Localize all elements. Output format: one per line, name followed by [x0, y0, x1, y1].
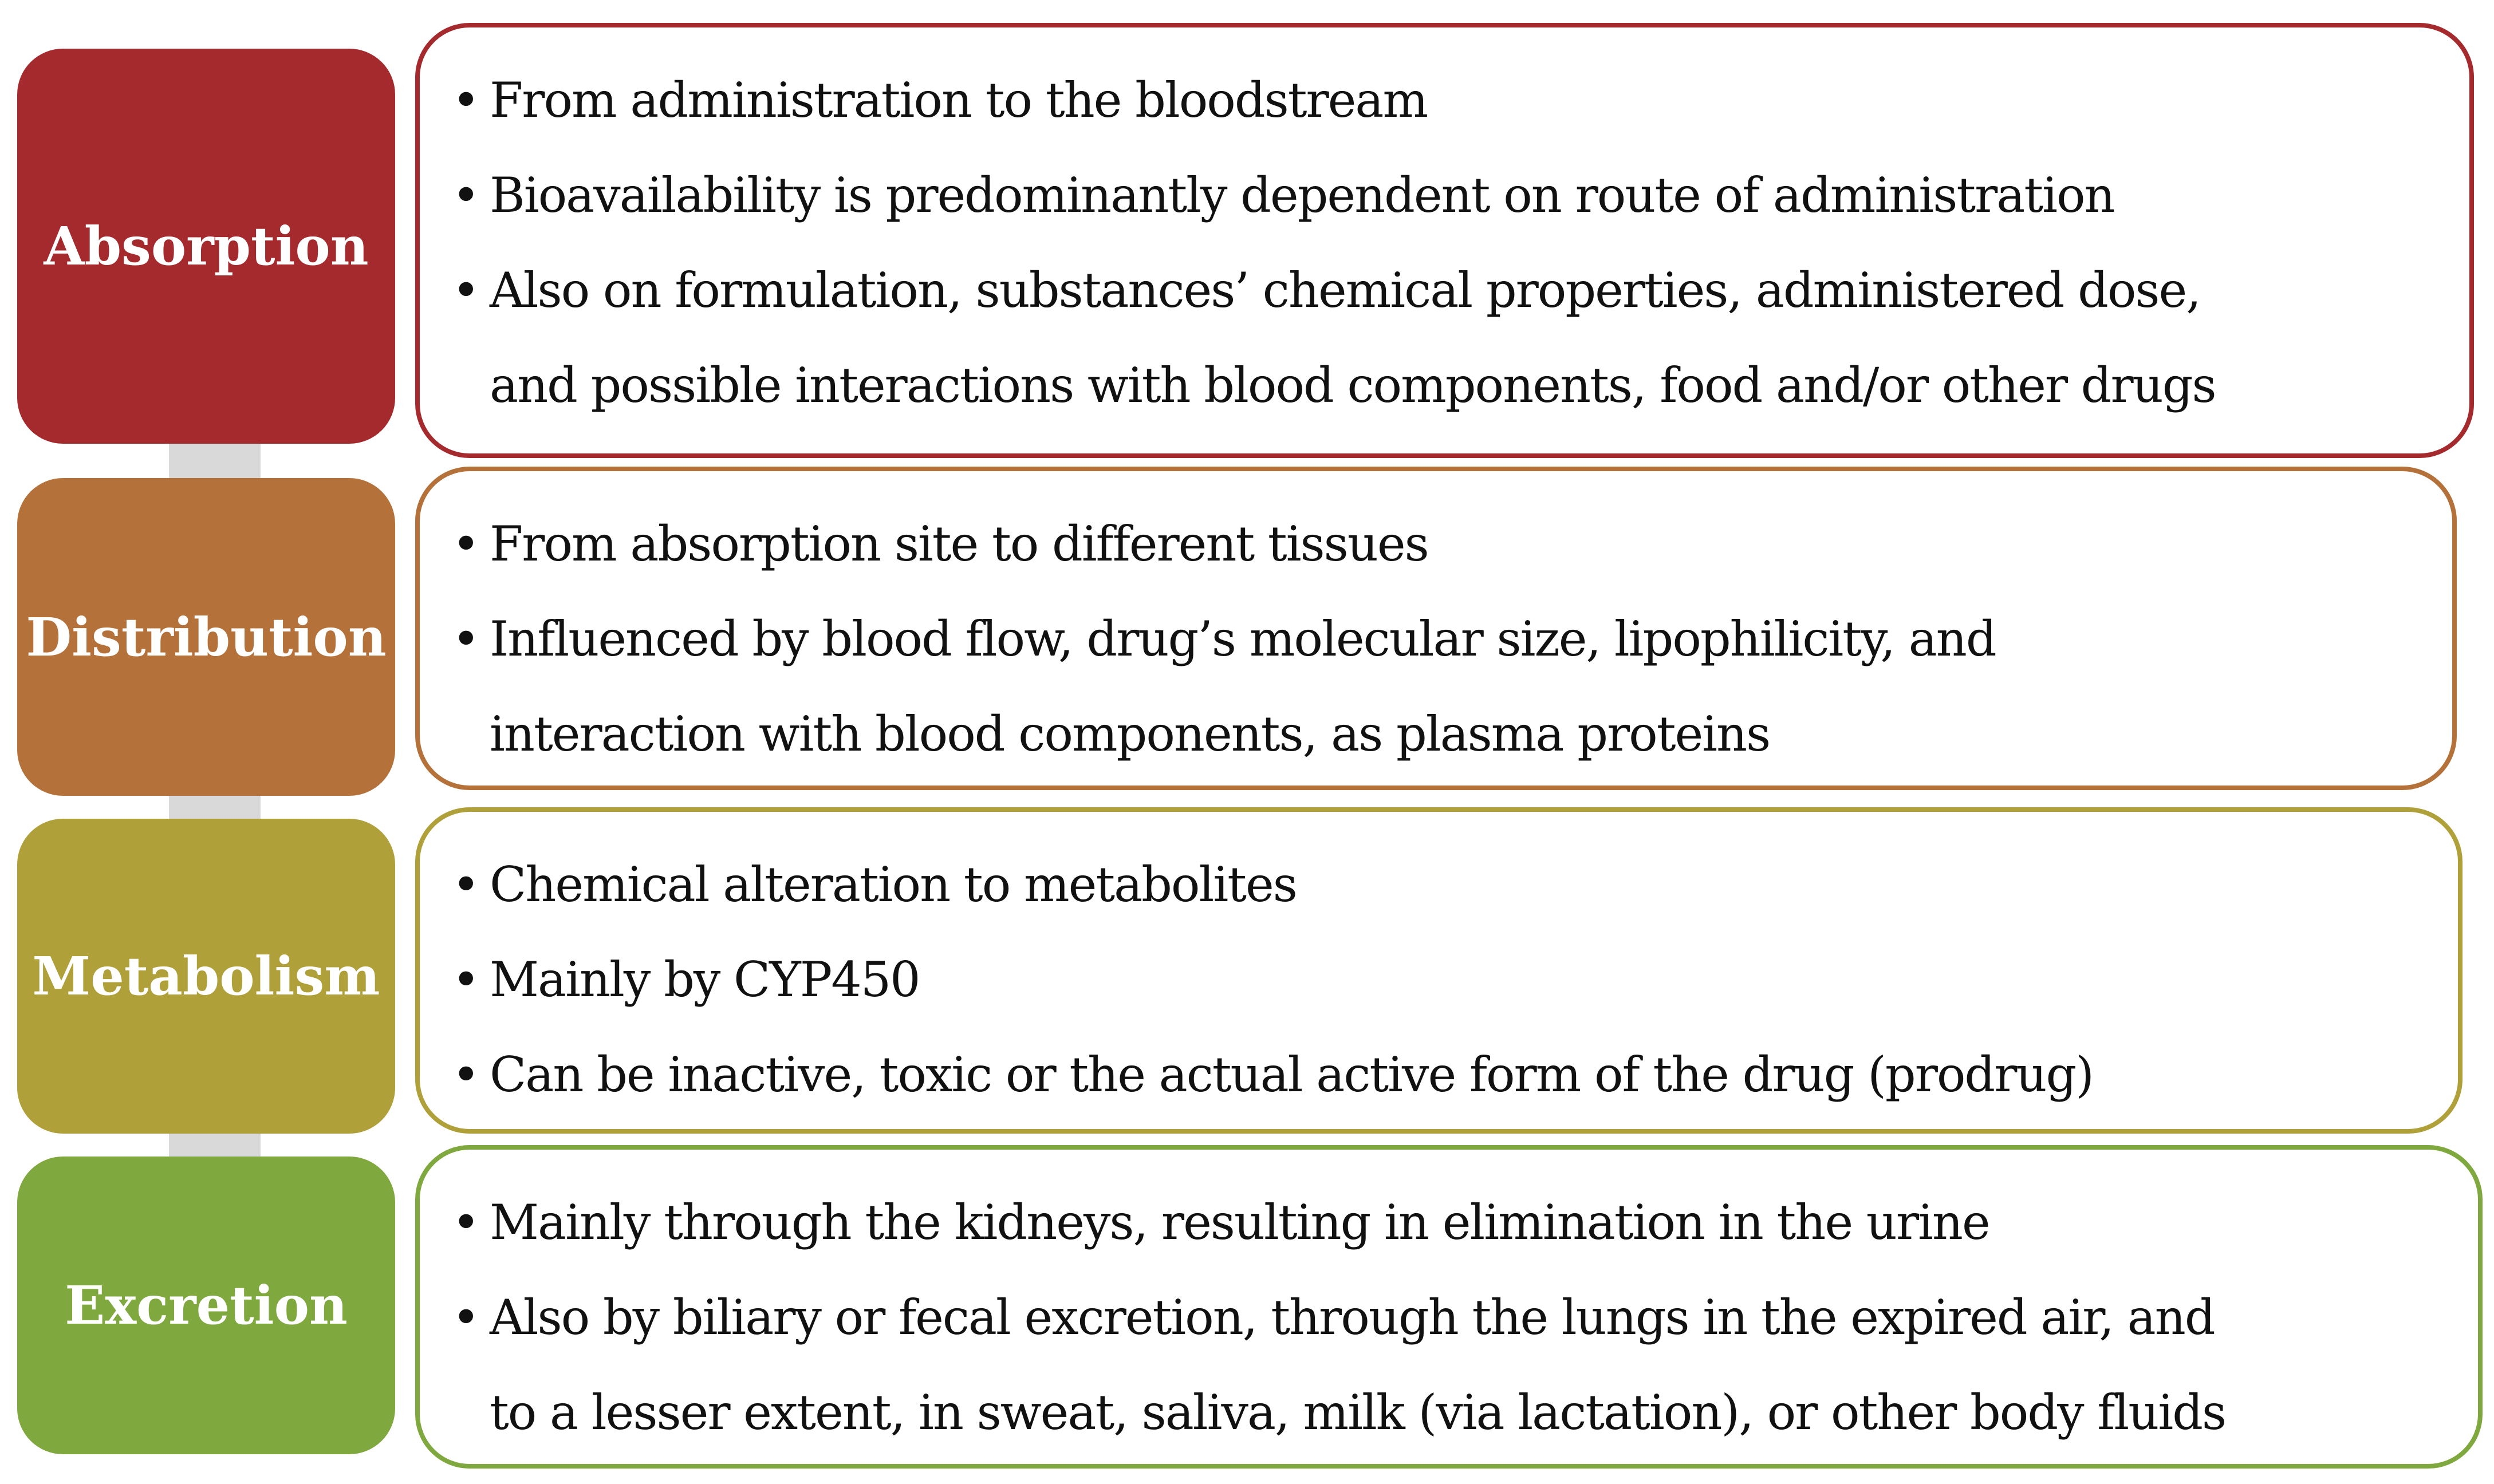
bullet-point	[444, 932, 2435, 1027]
stage-label: Metabolism	[32, 945, 380, 1007]
point-text-continued: and possible interactions with blood components, food and/or other drugs	[490, 357, 2216, 413]
bullet-icon: •	[452, 167, 479, 223]
stage-metabolism	[17, 819, 395, 1134]
bullet-point	[444, 1027, 2435, 1122]
bullet-point	[444, 53, 2446, 148]
details-excretion	[415, 1145, 2483, 1469]
excretion-points	[444, 1175, 2455, 1460]
bullet-point	[444, 1175, 2455, 1270]
bullet-point	[444, 496, 2429, 591]
point-text: Bioavailability is predominantly dependent on route of administration	[490, 167, 2114, 223]
point-text: Mainly by CYP450	[490, 952, 920, 1008]
bullet-icon: •	[452, 857, 479, 913]
point-text-continued: interaction with blood components, as plasma proteins	[490, 706, 1770, 762]
point-text: From absorption site to different tissues	[490, 516, 1428, 572]
absorption-points	[444, 53, 2446, 433]
stage-label: Absorption	[44, 215, 369, 277]
distribution-points	[444, 496, 2429, 782]
stage-label: Distribution	[26, 606, 387, 668]
bullet-point	[444, 243, 2446, 433]
bullet-icon: •	[452, 516, 479, 572]
point-text: Also on formulation, substances’ chemical properties, administered dose,	[490, 262, 2200, 318]
bullet-point	[444, 837, 2435, 932]
stage-absorption	[17, 49, 395, 444]
point-text: Also by biliary or fecal excretion, through the lungs in the expired air, and	[490, 1289, 2215, 1345]
point-text: Chemical alteration to metabolites	[490, 857, 1297, 913]
point-text: Mainly through the kidneys, resulting in elimination in the urine	[490, 1194, 1989, 1250]
bullet-icon: •	[452, 262, 479, 318]
bullet-icon: •	[452, 952, 479, 1008]
bullet-icon: •	[452, 611, 479, 667]
stage-excretion	[17, 1157, 395, 1454]
bullet-point	[444, 591, 2429, 782]
bullet-point	[444, 148, 2446, 243]
bullet-icon: •	[452, 1289, 479, 1345]
point-text-continued: to a lesser extent, in sweat, saliva, milk (via lactation), or other body fluids	[490, 1384, 2226, 1440]
details-metabolism	[415, 807, 2463, 1134]
point-text: Influenced by blood flow, drug’s molecular size, lipophilicity, and	[490, 611, 1996, 667]
details-absorption	[415, 23, 2474, 458]
point-text: From administration to the bloodstream	[490, 72, 1428, 128]
bullet-icon: •	[452, 1194, 479, 1250]
metabolism-points	[444, 837, 2435, 1122]
stage-label: Excretion	[65, 1274, 348, 1336]
details-distribution	[415, 467, 2457, 790]
bullet-icon: •	[452, 72, 479, 128]
point-text: Can be inactive, toxic or the actual active form of the drug (prodrug)	[490, 1047, 2093, 1103]
bullet-icon: •	[452, 1047, 479, 1103]
stage-distribution	[17, 478, 395, 796]
bullet-point	[444, 1270, 2455, 1460]
